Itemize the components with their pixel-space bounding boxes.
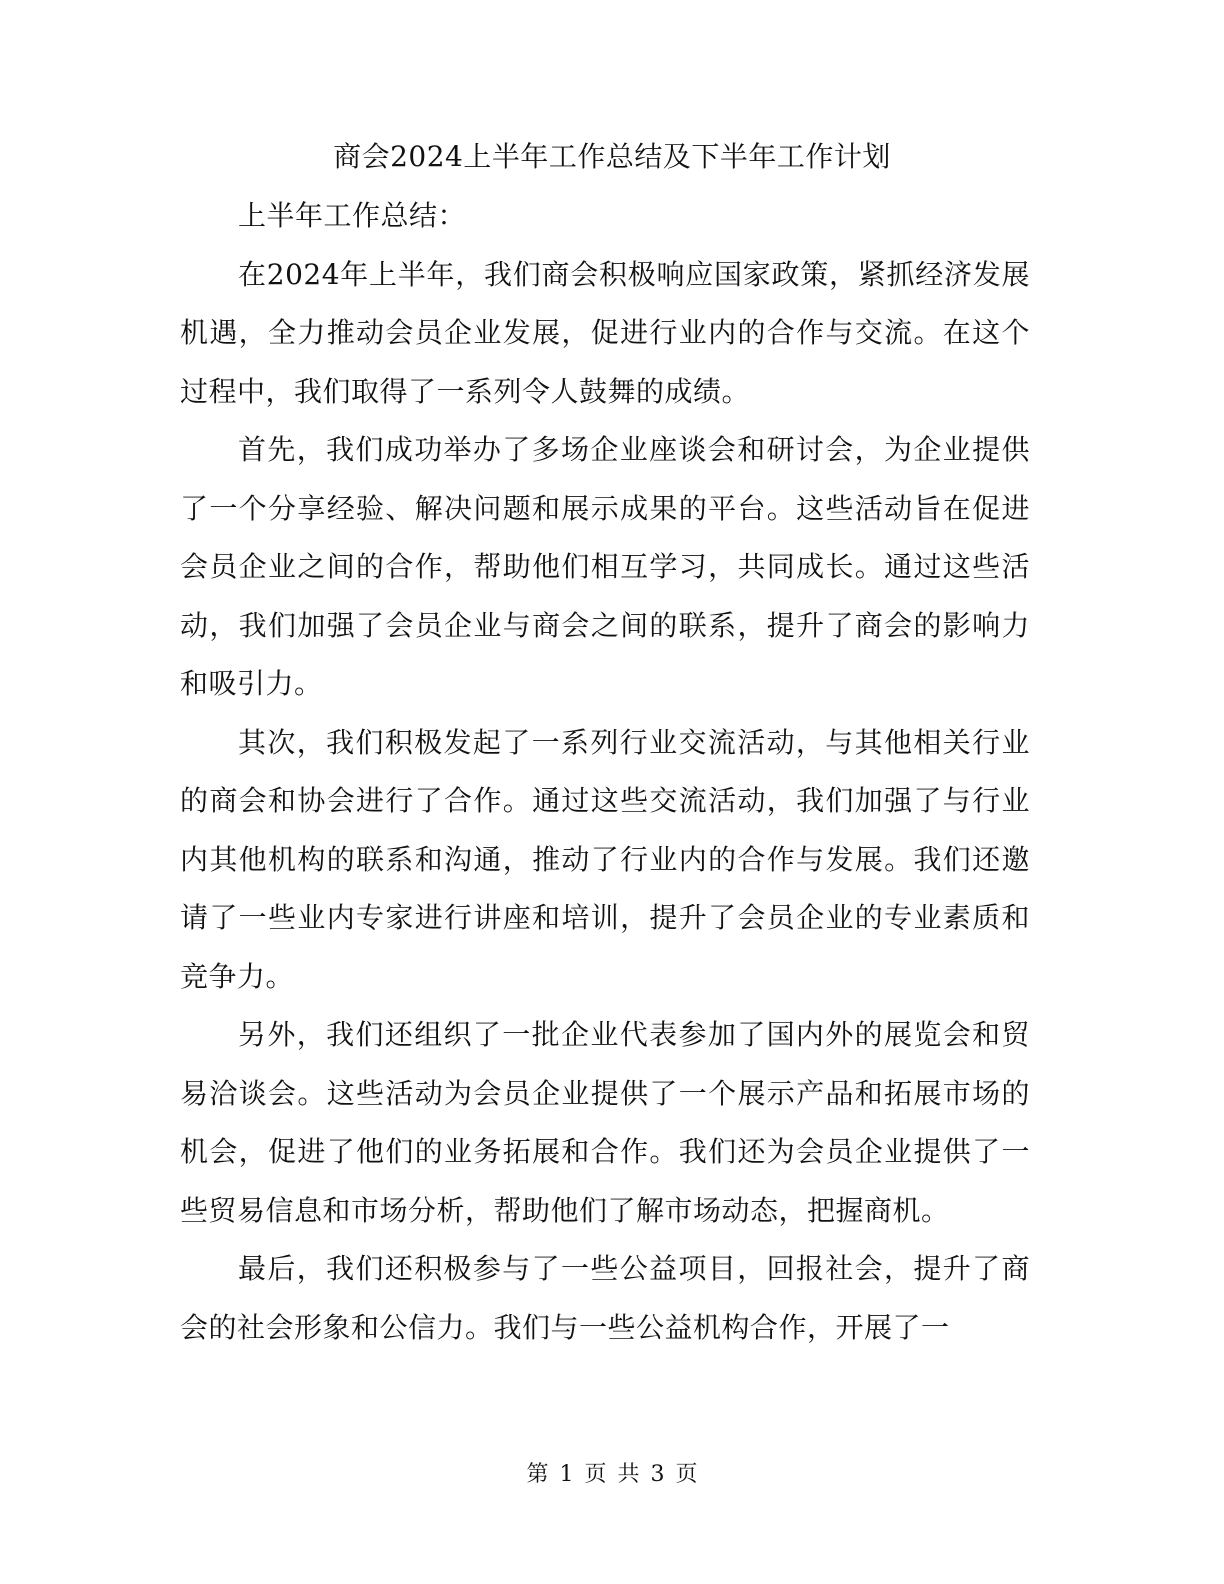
document-title: 商会2024上半年工作总结及下半年工作计划	[333, 140, 891, 173]
page-number: 第 1 页 共 3 页	[526, 1462, 698, 1487]
paragraph-first: 首先，我们成功举办了多场企业座谈会和研讨会，为企业提供了一个分享经验、解决问题和展示成果的平台。这些活动旨在促进会员企业之间的合作，帮助他们相互学习，共同成长。通过这些活动，我们加强了会员企业与商会之间的联系，提升了商会的影响力和吸引力。	[180, 433, 1030, 700]
paragraph-intro: 在2024年上半年，我们商会积极响应国家政策，紧抓经济发展机遇，全力推动会员企业发展，促进行业内的合作与交流。在这个过程中，我们取得了一系列令人鼓舞的成绩。	[180, 257, 1030, 408]
page-footer	[0, 1460, 1224, 1490]
paragraph-third: 另外，我们还组织了一批企业代表参加了国内外的展览会和贸易洽谈会。这些活动为会员企业提供了一个展示产品和拓展市场的机会，促进了他们的业务拓展和合作。我们还为会员企业提供了一些贸易信息和市场分析，帮助他们了解市场动态，把握商机。	[180, 1018, 1030, 1227]
paragraph-last: 最后，我们还积极参与了一些公益项目，回报社会，提升了商会的社会形象和公信力。我们与一些公益机构合作，开展了一	[180, 1252, 1030, 1344]
section-heading: 上半年工作总结：	[238, 199, 467, 232]
paragraph-second: 其次，我们积极发起了一系列行业交流活动，与其他相关行业的商会和协会进行了合作。通过这些交流活动，我们加强了与行业内其他机构的联系和沟通，推动了行业内的合作与发展。我们还邀请了一些业内专家进行讲座和培训，提升了会员企业的专业素质和竞争力。	[180, 725, 1030, 993]
document-body	[180, 187, 1030, 1357]
